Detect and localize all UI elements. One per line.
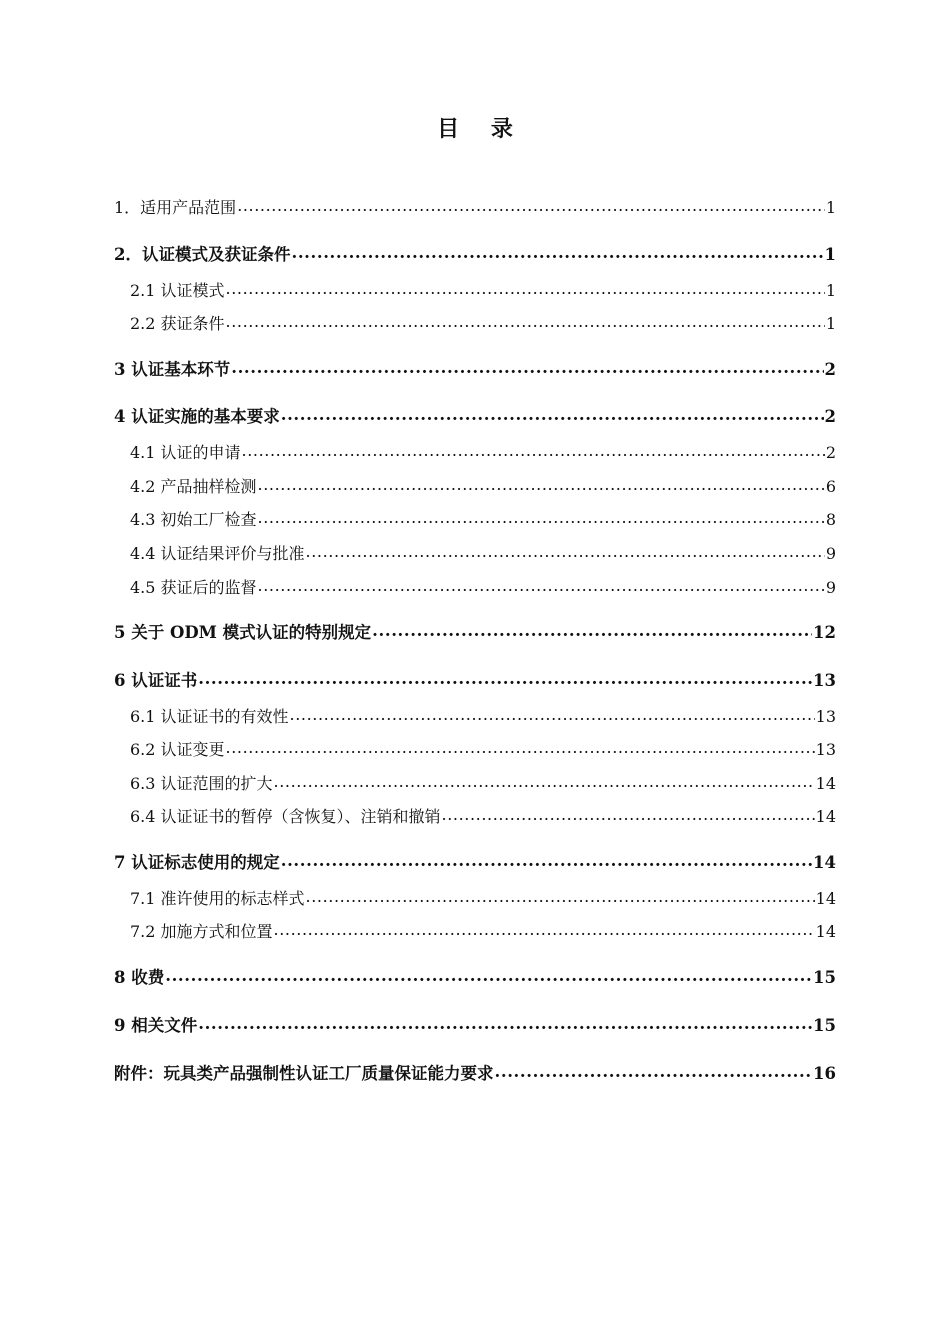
toc-page-number: 14 [815,922,836,941]
dot-leader [242,444,825,458]
dot-leader [226,282,825,296]
dot-leader [442,808,815,822]
dot-leader [495,1065,813,1079]
toc-entry-label: 4.3 初始工厂检查 [130,510,257,529]
dot-leader [231,361,823,375]
dot-leader [291,246,823,260]
toc-page-number: 2 [824,407,836,426]
dot-leader [281,854,812,868]
toc-entry[interactable] [114,1015,836,1037]
toc-entry[interactable] [114,406,836,428]
toc-entry-label: 6.2 认证变更 [130,740,225,759]
toc-page-number: 2 [825,443,836,462]
toc-subentry[interactable] [114,543,836,565]
toc-subentry[interactable] [114,773,836,795]
dot-leader [237,199,825,213]
toc-subentry[interactable] [114,313,836,335]
dot-leader [274,923,815,937]
toc-entry-label: 4.4 认证结果评价与批准 [130,544,305,563]
toc-entry-label: 4.5 获证后的监督 [130,578,257,597]
toc-entry-label: 2.2 获证条件 [130,314,225,333]
toc-entry-label: 4 认证实施的基本要求 [114,407,280,426]
dot-leader [274,775,815,789]
toc-entry-label: 6.3 认证范围的扩大 [130,774,273,793]
dot-leader [258,511,825,525]
toc-page-number: 14 [813,853,836,872]
dot-leader [306,890,815,904]
toc-entry-label: 9 相关文件 [114,1016,198,1035]
toc-page-number: 1 [825,281,836,300]
toc-subentry[interactable] [114,888,836,910]
toc-page-number: 2 [824,360,836,379]
toc-subentry[interactable] [114,921,836,943]
toc-page-number: 8 [825,510,836,529]
dot-leader [281,408,824,422]
toc-entry-label: 6.4 认证证书的暂停（含恢复）、注销和撤销 [130,807,441,826]
toc-entry[interactable] [114,244,836,266]
toc-entry-label: 6 认证证书 [114,671,198,690]
dot-leader [258,478,825,492]
toc-entry[interactable] [114,1063,836,1085]
toc-entry-label: 7.1 准许使用的标志样式 [130,889,305,908]
toc-entry-label: 4.2 产品抽样检测 [130,477,257,496]
toc-page-number: 13 [813,671,836,690]
toc-subentry[interactable] [114,577,836,599]
dot-leader [290,708,815,722]
dot-leader [258,579,825,593]
dot-leader [165,969,812,983]
toc-page-number: 1 [825,314,836,333]
toc-page-number: 16 [813,1064,836,1083]
toc-entry[interactable] [114,359,836,381]
toc-entry-label: 1．适用产品范围 [114,198,237,217]
toc-entry[interactable] [114,622,836,644]
toc-entry-label: 5 关于 ODM 模式认证的特别规定 [114,623,372,642]
toc-page-number: 14 [815,889,836,908]
toc-subentry[interactable] [114,806,836,828]
dot-leader [226,741,815,755]
toc-entry[interactable] [114,852,836,874]
toc-subentry[interactable] [114,442,836,464]
toc-subentry[interactable] [114,509,836,531]
page-title: 目 录 [437,116,525,142]
toc-entry-label: 7.2 加施方式和位置 [130,922,273,941]
toc-entry-label: 8 收费 [114,968,165,987]
toc-page-number: 9 [825,578,836,597]
toc-page-number: 9 [825,544,836,563]
toc-subentry[interactable] [114,706,836,728]
dot-leader [372,624,812,638]
toc-entry-label: 2．认证模式及获证条件 [114,245,291,264]
toc-page-number: 15 [813,1016,836,1035]
toc-entry-label: 2.1 认证模式 [130,281,225,300]
toc-subentry[interactable] [114,739,836,761]
toc-page-number: 1 [825,198,836,217]
toc-entry-label: 4.1 认证的申请 [130,443,241,462]
toc-entry-label: 7 认证标志使用的规定 [114,853,280,872]
toc-page-number: 13 [815,707,836,726]
dot-leader [226,315,825,329]
toc-entry-label: 附件：玩具类产品强制性认证工厂质量保证能力要求 [114,1064,494,1083]
toc-page-number: 1 [824,245,836,264]
toc-subentry[interactable] [114,280,836,302]
toc-entry-label: 6.1 认证证书的有效性 [130,707,289,726]
toc-page-number: 14 [815,774,836,793]
toc-entry[interactable] [114,670,836,692]
dot-leader [198,672,812,686]
toc-entry-label: 3 认证基本环节 [114,360,231,379]
dot-leader [306,545,825,559]
toc-entry[interactable] [114,197,836,219]
dot-leader [198,1017,812,1031]
toc-page-number: 14 [815,807,836,826]
toc-page-number: 15 [813,968,836,987]
toc-subentry[interactable] [114,476,836,498]
toc-page-number: 12 [813,623,836,642]
toc-entry[interactable] [114,967,836,989]
toc-page-number: 13 [815,740,836,759]
toc-page-number: 6 [825,477,836,496]
